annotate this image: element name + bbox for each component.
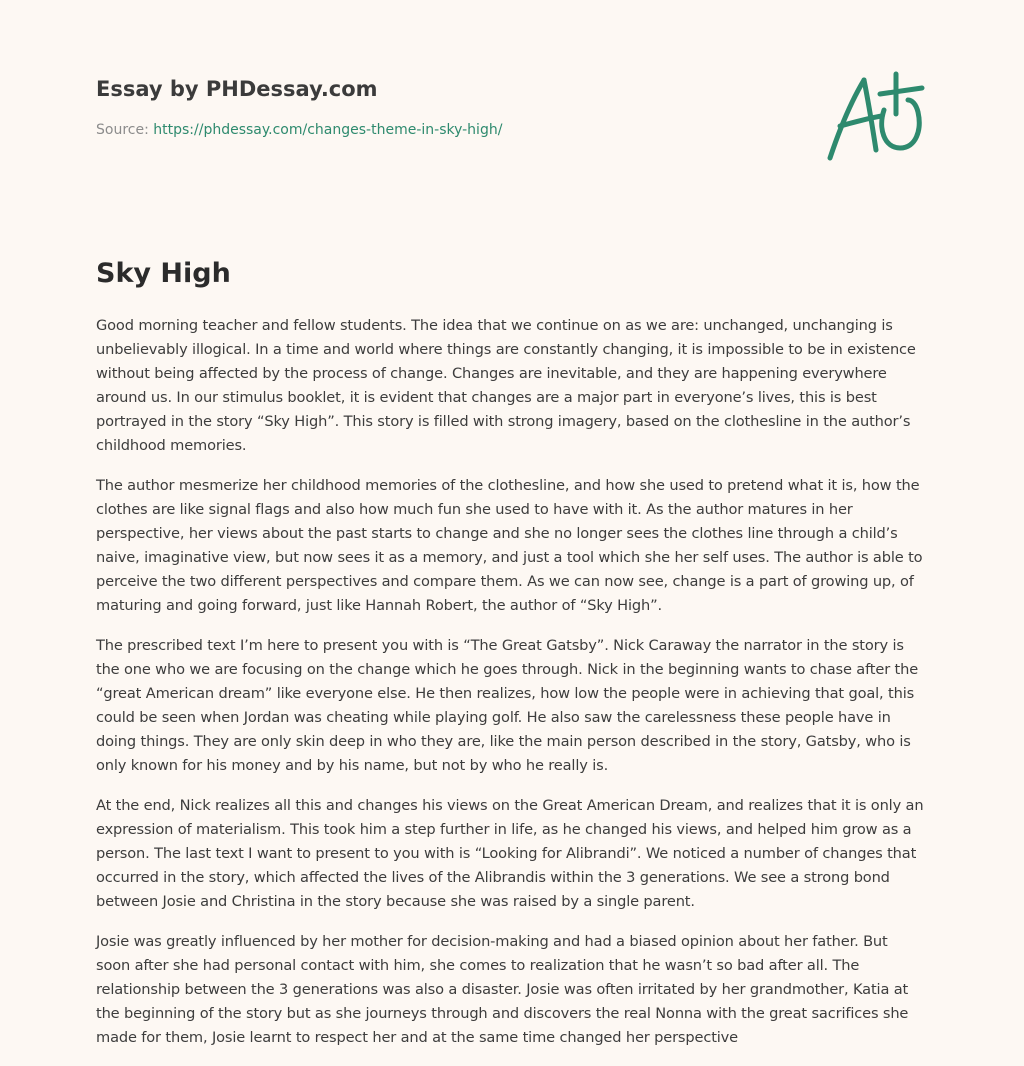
essay-paragraph: Josie was greatly influenced by her mother for decision-making and had a biased opinion about her father. But soon after she had personal contact with him, she comes to realization that he wasn’t so bad after all. The relationship between the 3 generations was also a disaster. Josie was often irritated by her grandmother, Katia at the beginning of the story but as she journeys through and discovers the real Nonna with the great sacrifices she made for them, Josie learnt to respect her and at the same time changed her perspective [96,933,909,1046]
essay-paragraph: Good morning teacher and fellow students. The idea that we continue on as we are: unchanged, unchanging is unbelievably illogical. In a time and world where things are constantly changing, it is impossible to be in existence without being affected by the process of change. Changes are inevitable, and they are happening everywhere around us. In our stimulus booklet, it is evident that changes are a major part in everyone’s lives, this is best portrayed in the story “Sky High”. This story is filled with strong imagery, based on the clothesline in the author’s childhood memories. [96,317,916,454]
source-line [96,120,796,140]
essay-title: Sky High [96,258,231,289]
site-title: Essay by PHDessay.com [96,77,378,101]
source-label: Source: [96,122,154,138]
essay-paragraph: The prescribed text I’m here to present you with is “The Great Gatsby”. Nick Caraway the narrator in the story is the one who we are focusing on the change which he goes through. Nick in the beginning wants to chase after the “great American dream” like everyone else. He then realizes, how low the people were in achieving that goal, this could be seen when Jordan was cheating while playing golf. He also saw the carelessness these people have in doing things. They are only skin deep in who they are, like the main person described in the story, Gatsby, who is only known for his money and by his name, but not by who he really is. [96,637,919,774]
essay-paragraph: At the end, Nick realizes all this and changes his views on the Great American Dream, and realizes that it is only an expression of materialism. This took him a step further in life, as he changed his views, and helped him grow as a person. The last text I want to present to you with is “Looking for Alibrandi”. We noticed a number of changes that occurred in the story, which affected the lives of the Alibrandis within the 3 generations. We see a strong bond between Josie and Christina in the story because she was raised by a single parent. [96,797,924,910]
essay-header [96,74,796,140]
source-link[interactable]: https://phdessay.com/changes-theme-in-sky-high/ [153,122,503,138]
essay-body [96,314,926,1066]
essay-paragraph: The author mesmerize her childhood memories of the clothesline, and how she used to pretend what it is, how the clothes are like signal flags and also how much fun she used to have with it. As the author matures in her perspective, her views about the past starts to change and she no longer sees the clothes line through a child’s naive, imaginative view, but now sees it as a memory, and just a tool which she her self uses. The author is able to perceive the two different perspectives and compare them. As we can now see, change is a part of growing up, of maturing and going forward, just like Hannah Robert, the author of “Sky High”. [96,477,923,614]
a-plus-grade-icon [822,66,930,166]
